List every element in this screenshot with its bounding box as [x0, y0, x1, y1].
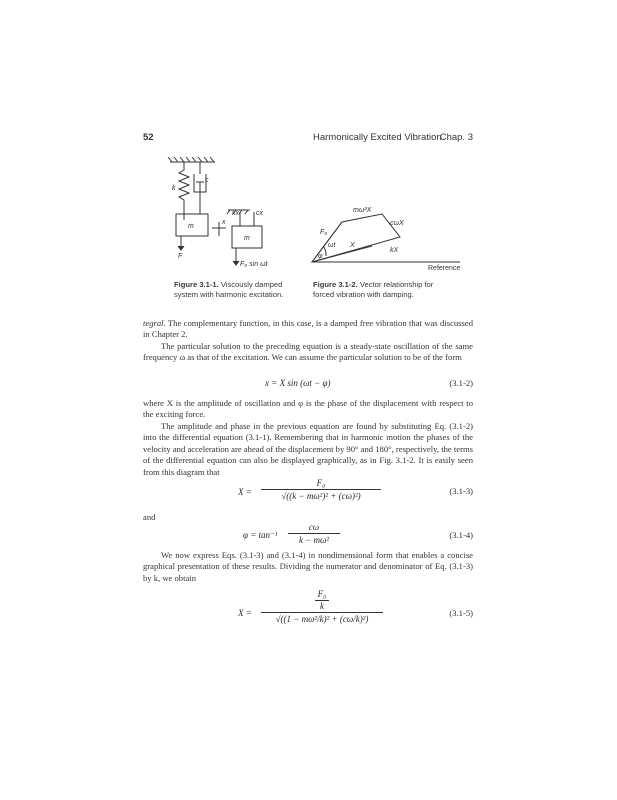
equation-3-1-4-lhs: φ = tan⁻¹: [243, 530, 278, 540]
equation-3-1-4-fraction: [288, 522, 340, 545]
equation-3-1-5-bar: [261, 612, 383, 613]
figures-area: [160, 152, 480, 277]
label-fbd-m: m: [244, 235, 250, 242]
equation-3-1-5: [143, 590, 473, 640]
equation-3-1-5-fraction: [261, 590, 383, 624]
paragraph-3: [143, 398, 473, 421]
label-reference: Reference: [428, 265, 461, 272]
paragraph-4: [143, 421, 473, 478]
paragraph-5: [143, 550, 473, 584]
label-kx: kx: [232, 210, 239, 217]
figure-3-1-2-diagram: [312, 214, 460, 262]
label-inertia: mω²X: [353, 207, 372, 214]
vector-polygon: [312, 214, 400, 262]
equation-3-1-3: [143, 478, 473, 512]
equation-3-1-3-bar: [261, 489, 381, 490]
label-damping: cωX: [390, 220, 404, 227]
equation-3-1-3-number: (3.1-3): [449, 486, 473, 496]
equation-3-1-5-numerator-top: F₀: [317, 589, 327, 599]
equation-3-1-4-numerator: cω: [308, 522, 320, 532]
label-x: x: [222, 219, 226, 226]
equation-3-1-3-numerator: F₀: [316, 478, 326, 488]
label-phi: φ: [318, 253, 323, 260]
label-F: F: [178, 253, 183, 260]
paragraph-5-text: We now express Eqs. (3.1-3) and (3.1-4) in nondimensional form that enables a concise graphical presentation of these results. Dividing the numerator and denominator of Eq. (3.1-3) by k, we obtain: [143, 550, 473, 583]
caption-1-label: Figure 3.1-1.: [174, 280, 219, 289]
spring-k: [179, 162, 189, 220]
equation-3-1-5-lhs: X =: [238, 608, 252, 618]
ceiling-hatching: [168, 157, 214, 162]
equation-3-1-4-bar: [288, 533, 340, 534]
equation-3-1-2: [143, 378, 473, 394]
label-m: m: [188, 223, 194, 230]
figure-3-1-1-diagram: [168, 157, 262, 265]
equation-3-1-5-numerator-bottom: k: [320, 601, 324, 611]
paragraph-1: [143, 318, 473, 341]
running-title: Harmonically Excited Vibration: [313, 132, 442, 143]
label-omega-t: ωt: [328, 242, 336, 249]
equation-3-1-4-denominator: k − mω²: [298, 535, 330, 545]
paragraph-2-text: The particular solution to the preceding equation is a steady-state oscillation of the same frequency ω as that of the excitation. We can assume the particular solution to be of the form: [143, 341, 473, 363]
equation-3-1-2-body: x = X sin (ωt − φ): [265, 378, 331, 388]
vector-F0: [312, 222, 342, 262]
equation-3-1-2-number: (3.1-2): [449, 378, 473, 388]
paragraph-2: [143, 341, 473, 364]
caption-2-text: Vector relationship for forced vibration with damping.: [313, 280, 434, 299]
chapter-label: Chap. 3: [439, 132, 473, 143]
label-F0: F₀: [320, 229, 328, 236]
equation-3-1-3-lhs: X =: [238, 487, 252, 497]
page-number: 52: [143, 132, 154, 143]
equation-3-1-3-fraction: [261, 478, 381, 501]
equation-3-1-5-number: (3.1-5): [449, 608, 473, 618]
paragraph-1-italic: tegral.: [143, 318, 166, 328]
excitation-arrowhead: [233, 261, 239, 265]
label-c: c: [205, 177, 209, 184]
label-excitation: F₀ sin ωt: [240, 261, 268, 268]
dashpot-c: [194, 162, 206, 214]
equation-3-1-4-number: (3.1-4): [449, 530, 473, 540]
caption-1-text: Viscously damped system with harmonic excitation.: [174, 280, 284, 299]
force-arrowhead: [178, 246, 184, 250]
paragraph-3-text: where X is the amplitude of oscillation and φ is the phase of the displacement with respect to the exciting force.: [143, 398, 473, 420]
figure-3-1-2-caption: [313, 280, 453, 300]
running-header: [143, 132, 473, 146]
figure-3-1-1-caption: [174, 280, 294, 300]
and-text: and: [143, 512, 156, 522]
equation-3-1-5-denominator: √((1 − mω²/k)² + (cω/k)²): [275, 614, 369, 624]
label-k: k: [172, 185, 176, 192]
caption-2-label: Figure 3.1-2.: [313, 280, 358, 289]
label-cx-dot: cẋ: [256, 210, 263, 217]
paragraph-4-text: The amplitude and phase in the previous equation are found by substituting Eq. (3.1-2) into the differential equation (3.1-1). Remembering that in harmonic motion the phases of the velocity and acceleration are ahead of the displacement by 90° and 180°, respectively, the terms of the differential equation can also be displayed graphically, as in Fig. 3.1-2. It is easily seen from this diagram that: [143, 421, 473, 477]
label-X: X: [350, 242, 355, 249]
equation-3-1-4: [143, 522, 473, 552]
paragraph-1-text: The complementary function, in this case, is a damped free vibration that was discussed in Chapter 2.: [143, 318, 473, 340]
equation-3-1-3-denominator: √((k − mω²)² + (cω)²): [281, 491, 361, 501]
label-spring: kX: [390, 247, 399, 254]
